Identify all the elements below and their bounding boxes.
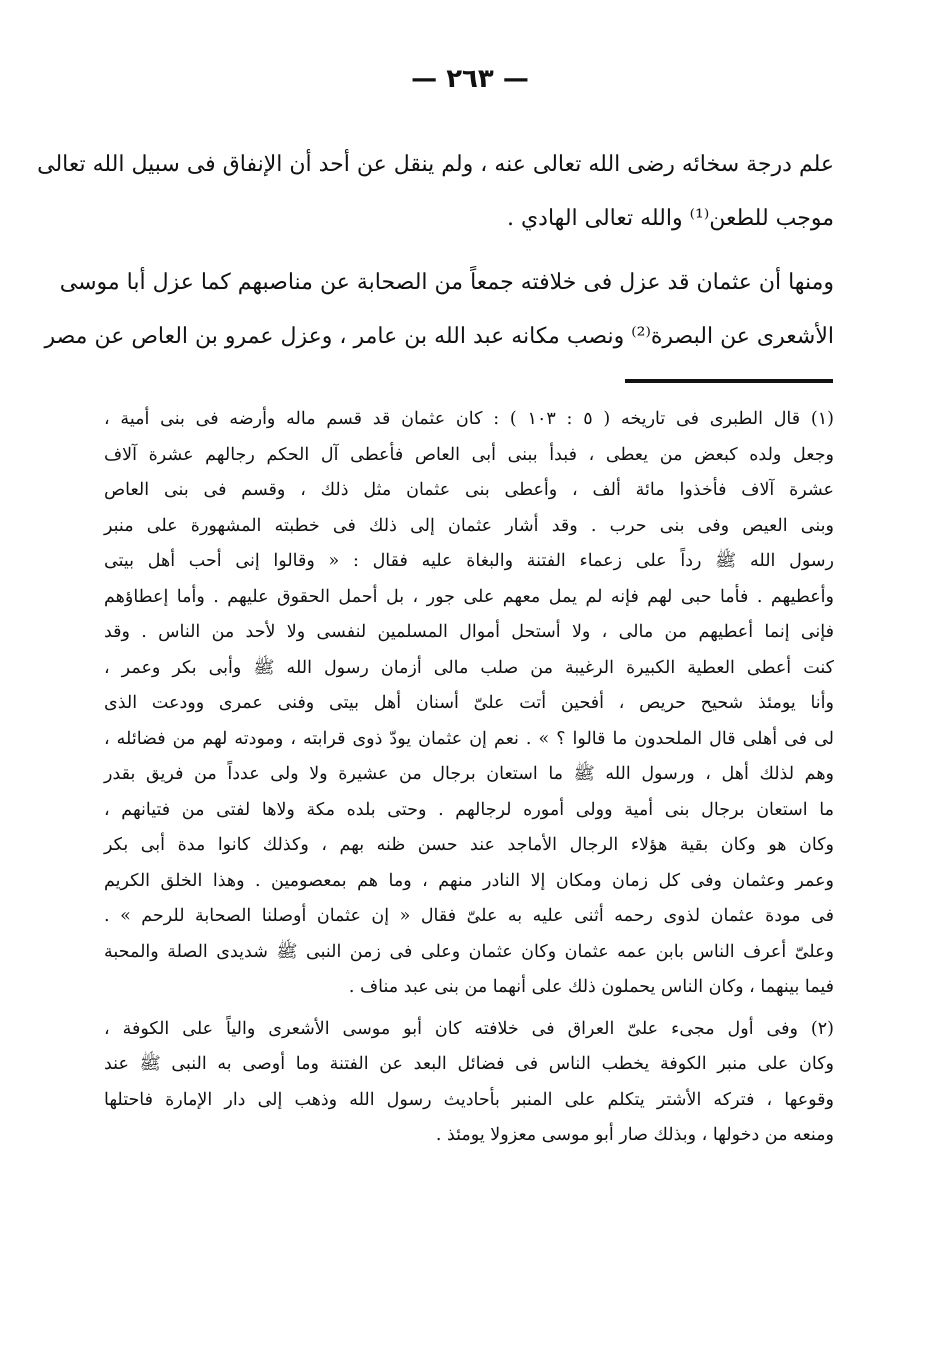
- footnote-line: وعمر وعثمان وفى كل زمان ومكان إلا النادر منهم ، وما هم بمعصومين . وهذا الخلق الكريم: [104, 870, 834, 891]
- main-text: [37, 138, 834, 364]
- footnote-line: كنت أعطى العطية الكبيرة الرغيبة من صلب مالى أزمان رسول الله ﷺ وأبى بكر وعمر ،: [104, 657, 834, 678]
- footnote-line: فإنى إنما أعطيهم من مالى ، ولا أستحل أموال المسلمين لنفسى ولا لأحد من الناس . وقد: [104, 622, 834, 642]
- body-line: علم درجة سخائه رضى الله تعالى عنه ، ولم ينقل عن أحد أن الإنفاق فى سبيل الله تعالى: [37, 152, 834, 177]
- footnotes: [104, 402, 834, 1154]
- footnote-line: لى فى أهلى قال الملحدون ما قالوا ؟ » . نعم إن عثمان يودّ ذوى قرابته ، ومودته لهم من فضائله ،: [104, 728, 834, 749]
- footnote-line: فيما بينهما ، وكان الناس يحملون ذلك على أنهما من بنى عبد مناف .: [348, 977, 834, 997]
- footnote-line: وقوعها ، فتركه الأشتر يتكلم على المنبر بأحاديث رسول الله وذهب إلى دار الإمارة فاحتلها: [104, 1089, 834, 1110]
- body-line: الأشعرى عن البصرة⁽²⁾ ونصب مكانه عبد الله بن عامر ، وعزل عمرو بن العاص عن مصر: [44, 324, 834, 349]
- footnote-line: وعلىّ أعرف الناس بابن عمه عثمان وكان عثمان وعلى فى زمن النبى ﷺ شديدى الصلة والمحبة: [104, 941, 834, 962]
- footnote-line: وكان على منبر الكوفة يخطب الناس فى فضائل البعد عن الفتنة وما أوصى به النبى ﷺ عند: [104, 1054, 834, 1074]
- footnote-line: (٢) وفى أول مجىء علىّ العراق فى خلافته كان أبو موسى الأشعرى والياً على الكوفة ،: [104, 1018, 834, 1039]
- footnote-line: وأعطيهم . فأما حبى لهم فإنه لم يمل معهم على جور ، بل أحمل الحقوق عليهم . وأما إعطاؤهم: [104, 586, 834, 607]
- body-line: ومنها أن عثمان قد عزل فى خلافته جمعاً من الصحابة عن مناصبهم كما عزل أبا موسى: [59, 270, 834, 295]
- body-line: موجب للطعن⁽¹⁾ والله تعالى الهادي .: [506, 206, 834, 231]
- footnote-line: (١) قال الطبرى فى تاريخه ( ٥ : ١٠٣ ) : كان عثمان قد قسم ماله وأرضه فى بنى أمية ،: [104, 409, 834, 429]
- footnote-line: وأنا يومئذ شحيح حريص ، أفحين أتت علىّ أسنان أهل بيتى وفنى عمرى وودعت الذى: [104, 693, 834, 713]
- footnote-line: وهم لذلك أهل ، ورسول الله ﷺ ما استعان برجال من عشيرة ولا ولى عدداً من فريق بقدر: [104, 764, 834, 784]
- footnote-line: وجعل ولده كبعض من يعطى ، فبدأ ببنى أبى العاص فأعطى آل الحكم رجالهم عشرة آلاف: [104, 444, 834, 465]
- footnote-line: رسول الله ﷺ رداً على زعماء الفتنة والبغاة عليه فقال : « وقالوا إنى أحب أهل بيتى: [104, 551, 834, 571]
- page-number: — ٢٦٣ —: [411, 64, 529, 94]
- footnote-line: عشرة آلاف فأخذوا مائة ألف ، وأعطى بنى عثمان مثل ذلك ، وقسم فى بنى العاص: [104, 480, 834, 500]
- footnote-separator: [625, 379, 833, 383]
- footnote-line: وبنى العيص وفى بنى حرب . وقد أشار عثمان إلى ذلك فى خطبته المشهورة على منبر: [104, 515, 834, 536]
- footnote-line: فى مودة عثمان لذوى رحمه أثنى عليه به علىّ فقال « إن عثمان أوصلنا الصحابة للرحم » .: [104, 906, 834, 926]
- footnote-line: ما استعان برجال بنى أمية وولى أموره لرجالهم . وحتى بلده مكة ولاها لفتى من فتيانهم ،: [104, 799, 834, 820]
- footnote-line: وكان هو وكان بقية هؤلاء الرجال الأماجد عند حسن ظنه بهم ، وكذلك كانوا مدة أبى بكر: [104, 835, 834, 855]
- footnote-line: ومنعه من دخولها ، وبذلك صار أبو موسى معزولا يومئذ .: [435, 1125, 834, 1145]
